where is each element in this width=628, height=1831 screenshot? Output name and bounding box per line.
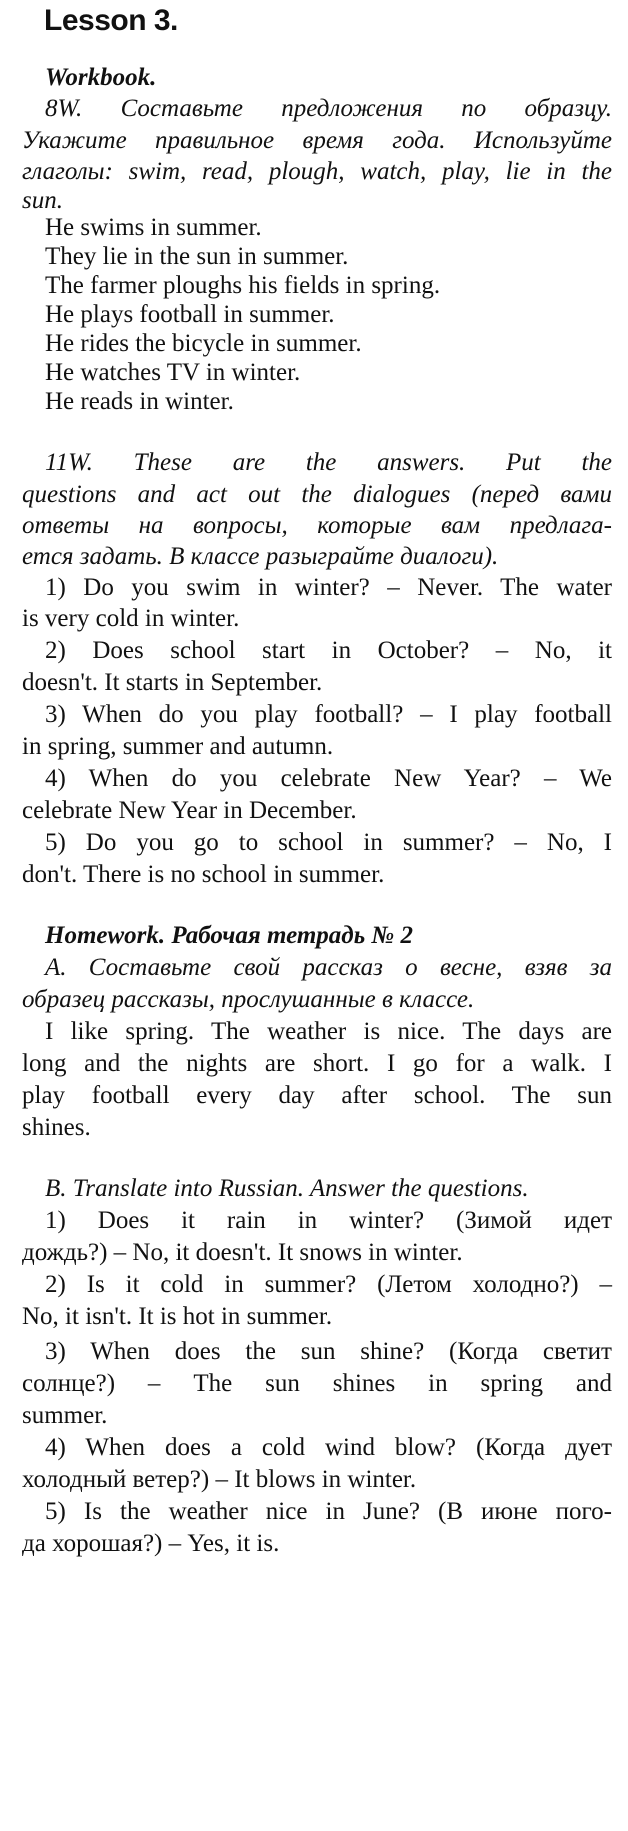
- workbook-heading: Workbook.: [45, 64, 157, 91]
- taskB-answer-line: дождь?) – No, it doesn't. It snows in winter.: [22, 1239, 463, 1266]
- homework-heading: Homework. Рабочая тетрадь № 2: [45, 922, 413, 949]
- task11-instruction-line: 11W. These are the answers. Put the: [45, 449, 612, 476]
- taskB-answer-line: summer.: [22, 1402, 108, 1429]
- task11-answer-line: 5) Do you go to school in summer? – No, I: [45, 829, 612, 856]
- task11-instruction-line: questions and act out the dialogues (перед вами: [22, 481, 612, 508]
- taskB-answer-line: да хорошая?) – Yes, it is.: [22, 1530, 280, 1557]
- taskB-answer-line: 5) Is the weather nice in June? (В июне пого-: [45, 1498, 612, 1525]
- taskB-answer-line: солнце?) – The sun shines in spring and: [22, 1370, 612, 1397]
- task11-instruction-line: ется задать. В классе разыграйте диалоги).: [22, 543, 499, 570]
- task8-answer: He rides the bicycle in summer.: [45, 330, 362, 357]
- taskA-instruction-line: А. Составьте свой рассказ о весне, взяв за: [45, 954, 612, 981]
- taskA-answer-line: play football every day after school. The sun: [22, 1082, 612, 1109]
- task11-answer-line: 2) Does school start in October? – No, it: [45, 637, 612, 664]
- task8-instruction-line: 8W. Составьте предложения по образцу.: [45, 95, 612, 122]
- task11-answer-line: 1) Do you swim in winter? – Never. The water: [45, 574, 612, 601]
- task8-instruction-line: sun.: [22, 187, 63, 214]
- taskB-answer-line: 1) Does it rain in winter? (Зимой идет: [45, 1207, 612, 1234]
- taskB-answer-line: 4) When does a cold wind blow? (Когда дует: [45, 1434, 612, 1461]
- taskB-answer-line: 2) Is it cold in summer? (Летом холодно?) –: [45, 1271, 612, 1298]
- taskB-answer-line: 3) When does the sun shine? (Когда светит: [45, 1338, 612, 1365]
- task11-answer-line: celebrate New Year in December.: [22, 797, 357, 824]
- task11-answer-line: don't. There is no school in summer.: [22, 861, 385, 888]
- task11-instruction-line: ответы на вопросы, которые вам предлага-: [22, 512, 612, 539]
- taskA-answer-line: long and the nights are short. I go for a walk. I: [22, 1050, 612, 1077]
- taskB-heading: B. Translate into Russian. Answer the questions.: [45, 1175, 529, 1202]
- task8-answer: The farmer ploughs his fields in spring.: [45, 272, 441, 299]
- task8-answer: They lie in the sun in summer.: [45, 243, 349, 270]
- task11-answer-line: doesn't. It starts in September.: [22, 669, 323, 696]
- task8-instruction-line: глаголы: swim, read, plough, watch, play, lie in the: [22, 158, 612, 185]
- task8-answer: He plays football in summer.: [45, 301, 335, 328]
- taskA-answer-line: shines.: [22, 1114, 91, 1141]
- task11-answer-line: in spring, summer and autumn.: [22, 733, 334, 760]
- task8-answer: He swims in summer.: [45, 214, 262, 241]
- taskB-answer-line: холодный ветер?) – It blows in winter.: [22, 1466, 417, 1493]
- taskB-answer-line: No, it isn't. It is hot in summer.: [22, 1303, 333, 1330]
- lesson-title: Lesson 3.: [44, 4, 178, 37]
- taskA-answer-line: I like spring. The weather is nice. The days are: [45, 1018, 612, 1045]
- task8-answer: He watches TV in winter.: [45, 359, 301, 386]
- task11-answer-line: 3) When do you play football? – I play football: [45, 701, 612, 728]
- task11-answer-line: 4) When do you celebrate New Year? – We: [45, 765, 612, 792]
- task11-answer-line: is very cold in winter.: [22, 605, 240, 632]
- taskA-instruction-line: образец рассказы, прослушанные в классе.: [22, 986, 475, 1013]
- task8-instruction-line: Укажите правильное время года. Используйте: [22, 127, 612, 154]
- task8-answer: He reads in winter.: [45, 388, 234, 415]
